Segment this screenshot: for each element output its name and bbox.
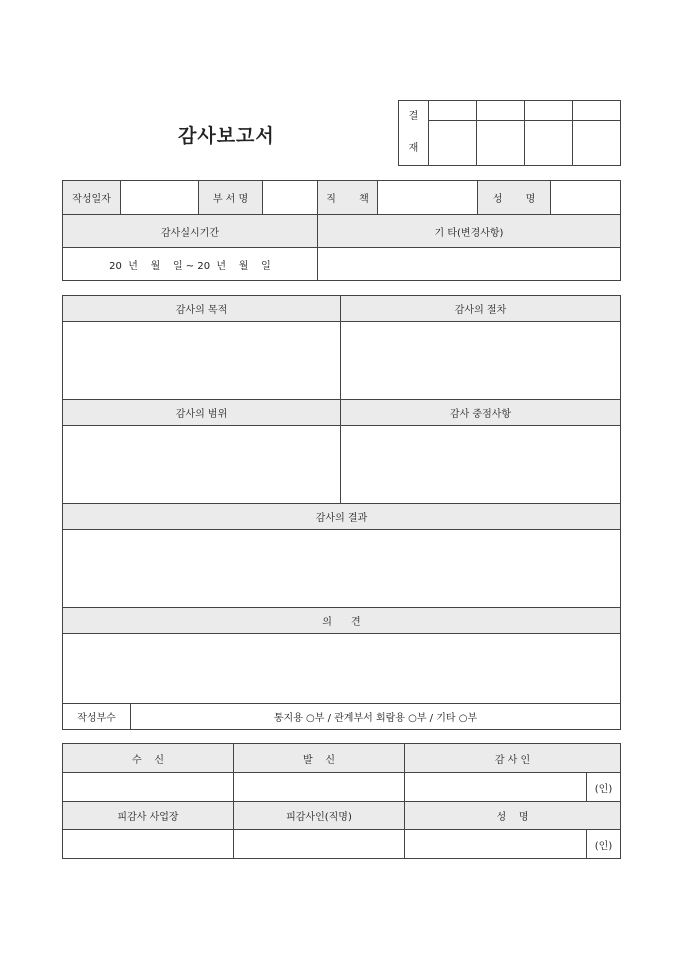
approval-title-cell[interactable] — [429, 101, 477, 121]
position-field[interactable] — [378, 181, 478, 215]
scope-header: 감사의 범위 — [63, 400, 341, 426]
position-label: 직 책 — [318, 181, 378, 215]
auditor-seal: (인) — [587, 773, 621, 802]
procedure-field[interactable] — [341, 322, 621, 400]
result-field[interactable] — [63, 530, 621, 608]
approval-title-cell[interactable] — [573, 101, 621, 121]
auditee-header: 피감사인(직명) — [234, 802, 405, 830]
approval-sign-cell[interactable] — [525, 121, 573, 166]
signature-table — [62, 743, 621, 859]
sender-field[interactable] — [234, 773, 405, 802]
name-header: 성 명 — [405, 802, 621, 830]
copies-field[interactable]: 통지용 ○부 / 관계부서 회람용 ○부 / 기타 ○부 — [131, 704, 621, 730]
name-label: 성 명 — [478, 181, 551, 215]
approval-title-cell[interactable] — [477, 101, 525, 121]
etc-label: 기 타(변경사항) — [318, 215, 621, 248]
signer-seal: (인) — [587, 830, 621, 859]
result-header: 감사의 결과 — [63, 504, 621, 530]
document-title: 감사보고서 — [178, 125, 275, 147]
dept-field[interactable] — [263, 181, 318, 215]
auditee-field[interactable] — [234, 830, 405, 859]
signer-name-field[interactable] — [405, 830, 587, 859]
period-field[interactable]: 20 년 월 일 ~ 20 년 월 일 — [63, 248, 318, 281]
approval-title-cell[interactable] — [525, 101, 573, 121]
name-field[interactable] — [551, 181, 621, 215]
site-field[interactable] — [63, 830, 234, 859]
site-header: 피감사 사업장 — [63, 802, 234, 830]
info-table — [62, 180, 621, 281]
date-label: 작성일자 — [63, 181, 121, 215]
sender-header: 발 신 — [234, 744, 405, 773]
date-field[interactable] — [121, 181, 199, 215]
focus-header: 감사 중점사항 — [341, 400, 621, 426]
receiver-field[interactable] — [63, 773, 234, 802]
copies-label: 작성부수 — [63, 704, 131, 730]
auditor-field[interactable] — [405, 773, 587, 802]
audit-sections-table — [62, 295, 621, 730]
receiver-header: 수 신 — [63, 744, 234, 773]
approval-sign-cell[interactable] — [573, 121, 621, 166]
approval-label: 결 재 — [399, 101, 429, 166]
scope-field[interactable] — [63, 426, 341, 504]
approval-sign-cell[interactable] — [477, 121, 525, 166]
dept-label: 부 서 명 — [199, 181, 263, 215]
purpose-header: 감사의 목적 — [63, 296, 341, 322]
opinion-field[interactable] — [63, 634, 621, 704]
period-label: 감사실시기간 — [63, 215, 318, 248]
approval-box — [398, 100, 621, 166]
approval-sign-cell[interactable] — [429, 121, 477, 166]
purpose-field[interactable] — [63, 322, 341, 400]
etc-field[interactable] — [318, 248, 621, 281]
procedure-header: 감사의 절차 — [341, 296, 621, 322]
auditor-header: 감 사 인 — [405, 744, 621, 773]
opinion-header: 의 견 — [63, 608, 621, 634]
focus-field[interactable] — [341, 426, 621, 504]
